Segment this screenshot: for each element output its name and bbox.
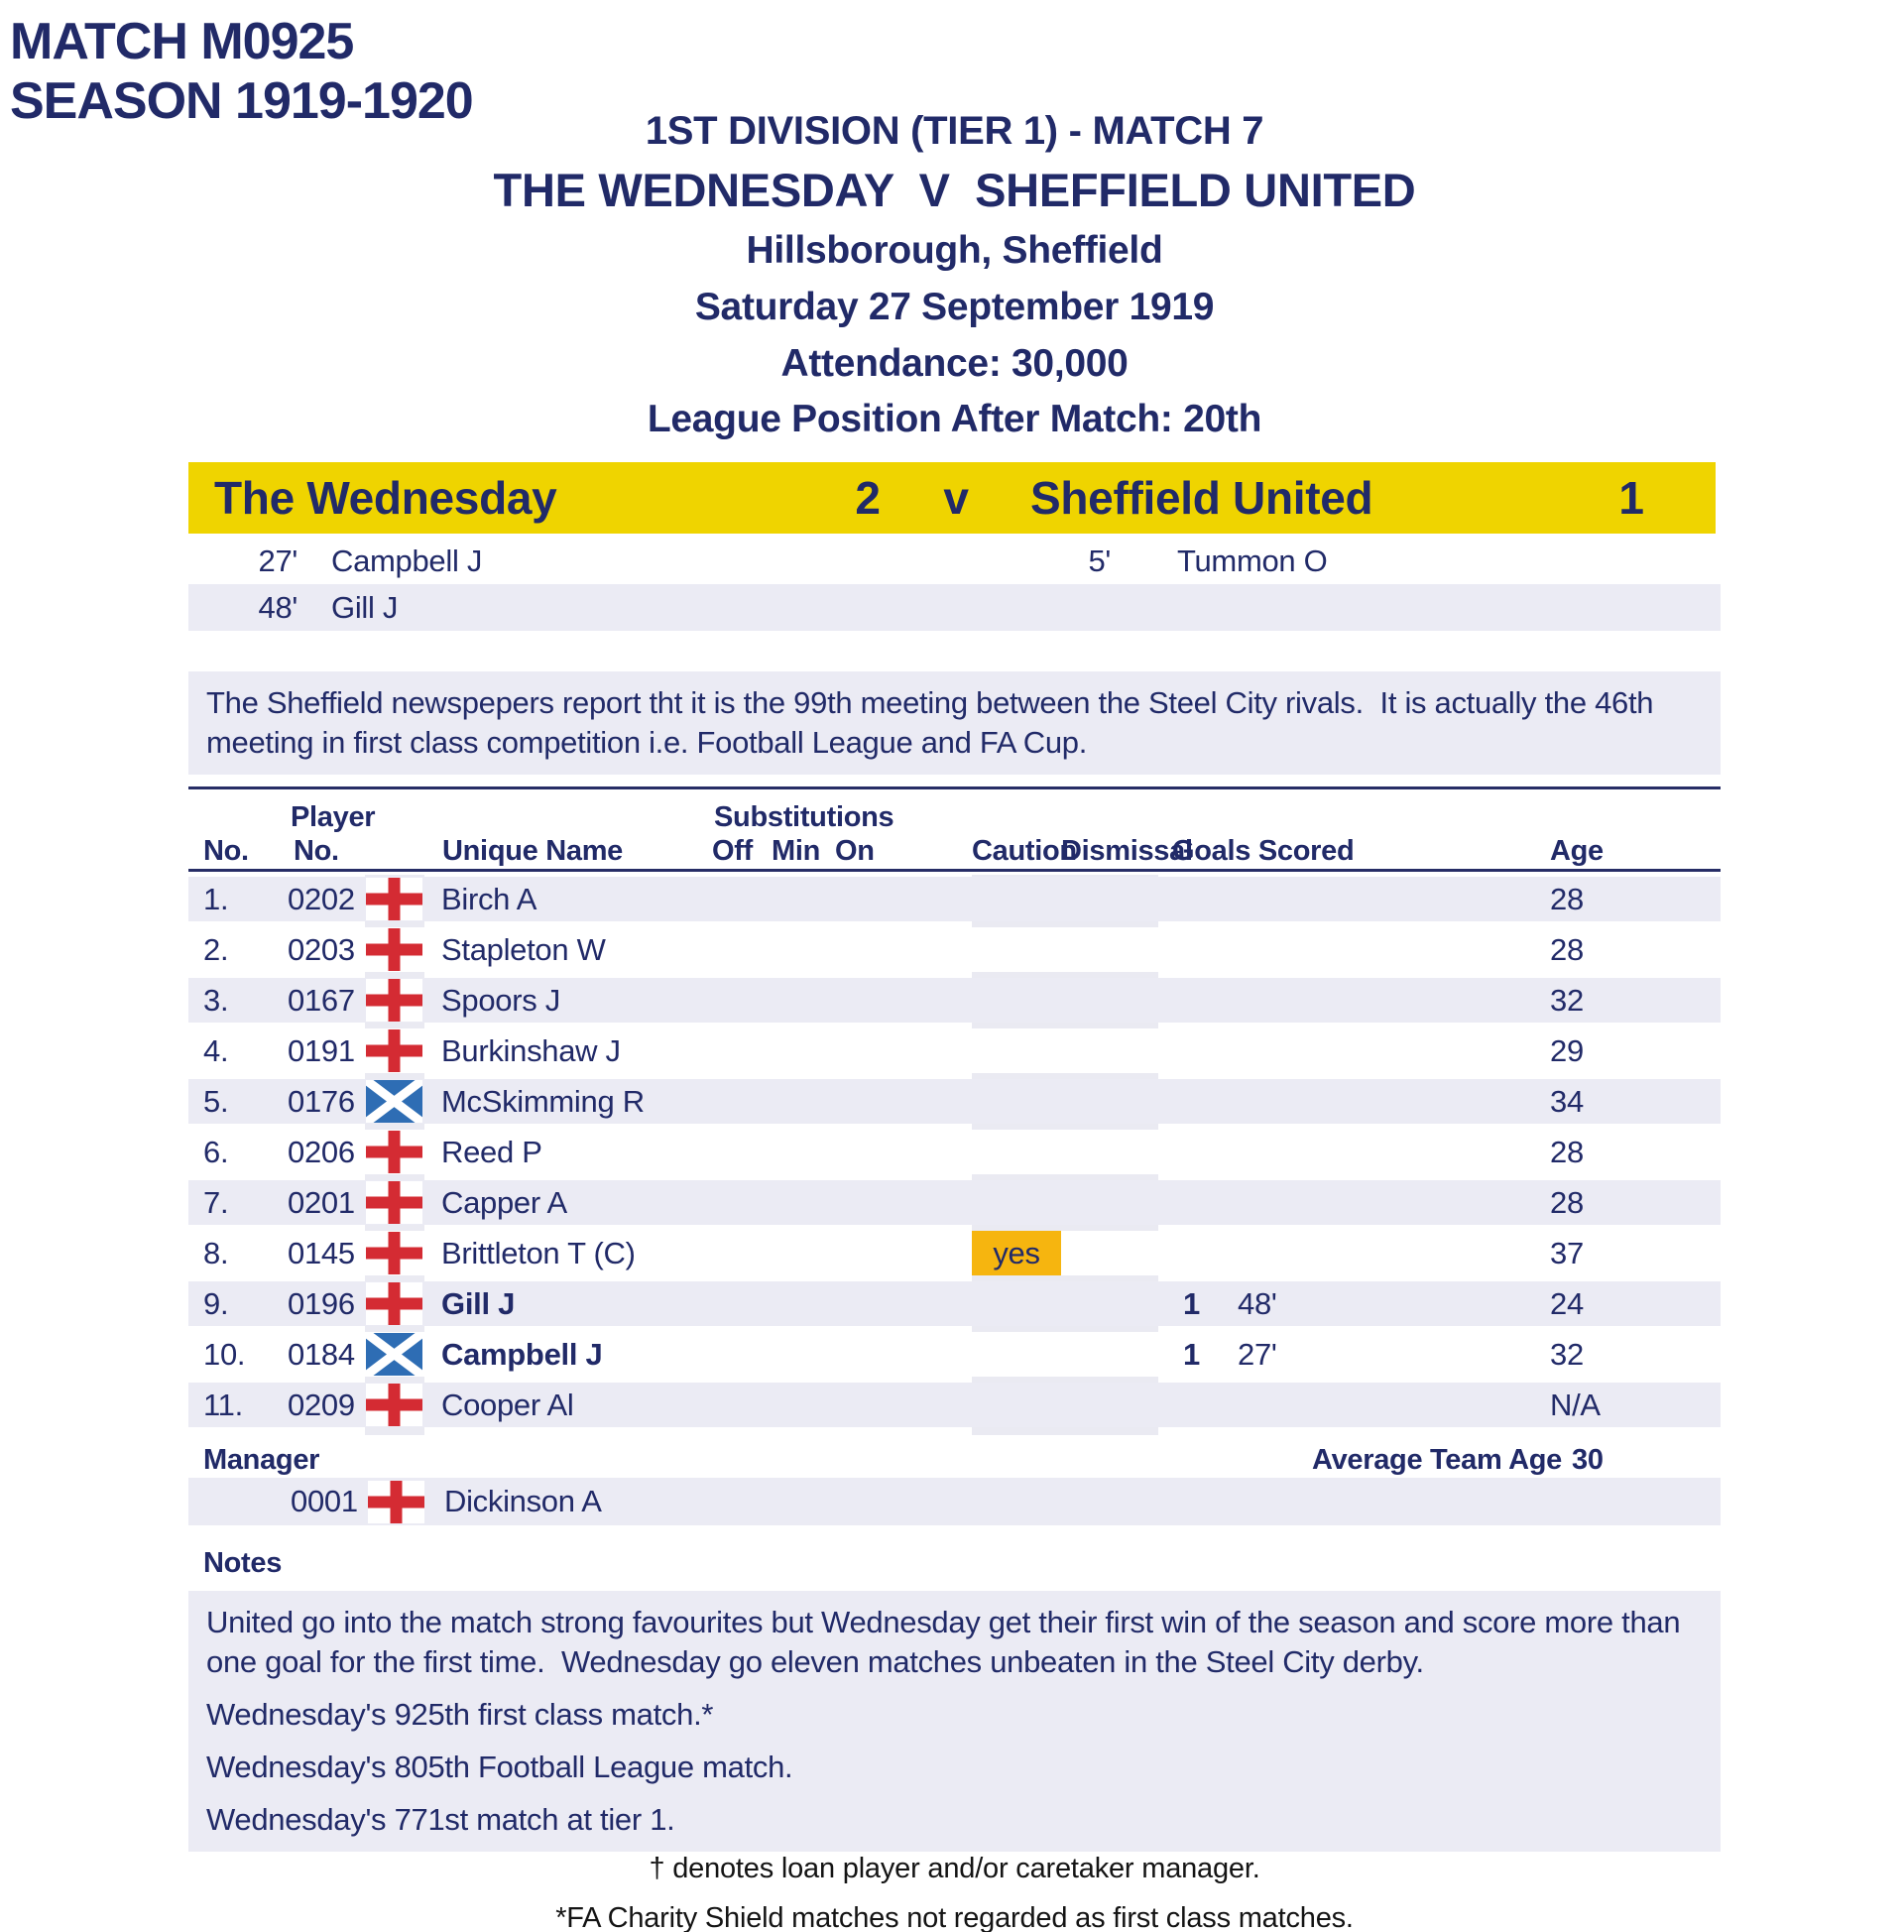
lineup-position-number: 1. [203, 882, 229, 916]
notes-paragraph: United go into the match strong favourites but Wednesday get their first win of the season and score more than one goal for the first time. Wednesday go eleven matches unbeaten in the Steel City derby. [206, 1605, 1689, 1679]
player-name: Campbell J [441, 1337, 603, 1372]
season-label: SEASON 1919-1920 [10, 72, 473, 130]
fixture-line: THE WEDNESDAY V SHEFFIELD UNITED [493, 164, 1416, 216]
lineup-position-number: 11. [203, 1388, 243, 1422]
england-flag-icon [366, 1384, 422, 1426]
england-flag-icon [366, 878, 422, 920]
lineup-row [188, 1079, 1721, 1124]
away-goal-minute: 5' [1088, 543, 1111, 578]
notes-label: Notes [203, 1547, 283, 1579]
player-age: 28 [1550, 1135, 1584, 1169]
home-goal-minute: 48' [258, 590, 298, 625]
player-age: 29 [1550, 1033, 1584, 1068]
goal-row [188, 584, 1721, 631]
home-team-name: The Wednesday [214, 472, 557, 524]
manager-row [188, 1478, 1721, 1525]
player-age: 24 [1550, 1286, 1584, 1321]
lineup-position-number: 2. [203, 932, 229, 967]
pre-match-note: The Sheffield newspepers report tht it is the 99th meeting between the Steel City rivals. It is actually the 46th meeting in first class competition i.e. Football League and FA Cup. [188, 671, 1721, 775]
player-number: 0167 [288, 983, 355, 1018]
away-score: 1 [1618, 472, 1644, 524]
division-line: 1ST DIVISION (TIER 1) - MATCH 7 [645, 109, 1264, 153]
player-number: 0201 [288, 1185, 355, 1220]
england-flag-icon [366, 979, 422, 1022]
home-goal-scorer: Campbell J [331, 543, 483, 578]
england-flag-icon [366, 1232, 422, 1274]
league-position-line: League Position After Match: 20th [647, 398, 1262, 440]
england-flag-icon [366, 1282, 422, 1325]
player-number: 0209 [288, 1388, 355, 1422]
attendance-line: Attendance: 30,000 [780, 342, 1129, 385]
col-header-dismissal: Dismissal [1061, 835, 1193, 867]
away-team-name: Sheffield United [1030, 472, 1373, 524]
lineup-row [188, 978, 1721, 1023]
home-score: 2 [855, 472, 881, 524]
home-goal-scorer: Gill J [331, 590, 399, 625]
date-line: Saturday 27 September 1919 [694, 286, 1215, 328]
venue-line: Hillsborough, Sheffield [746, 229, 1163, 272]
versus-separator: v [943, 472, 969, 524]
footnote-loan: † denotes loan player and/or caretaker manager. [649, 1853, 1260, 1884]
player-number: 0202 [288, 882, 355, 916]
player-name: McSkimming R [441, 1084, 645, 1119]
lineup-position-number: 9. [203, 1286, 229, 1321]
player-age: N/A [1550, 1388, 1601, 1422]
col-header-unique-name: Unique Name [442, 835, 624, 867]
player-number: 0176 [288, 1084, 355, 1119]
player-age: 32 [1550, 983, 1584, 1018]
scotland-flag-icon [366, 1333, 422, 1376]
lineup-position-number: 5. [203, 1084, 229, 1119]
player-name: Stapleton W [441, 932, 606, 967]
col-header-no: No. [203, 835, 249, 867]
average-team-age-value: 30 [1572, 1444, 1604, 1476]
col-header-substitutions: Substitutions [714, 801, 894, 833]
col-header-caution: Caution [972, 835, 1077, 867]
lineup-position-number: 7. [203, 1185, 229, 1220]
player-name: Cooper Al [441, 1388, 574, 1422]
home-goal-minute: 27' [258, 543, 298, 578]
lineup-position-number: 4. [203, 1033, 229, 1068]
player-number: 0206 [288, 1135, 355, 1169]
player-age: 28 [1550, 932, 1584, 967]
manager-name: Dickinson A [444, 1484, 602, 1518]
col-header-goals-scored: Goals Scored [1172, 835, 1355, 867]
match-id: MATCH M0925 [10, 13, 354, 70]
lineup-row [188, 1130, 1721, 1174]
lineup-position-number: 3. [203, 983, 229, 1018]
goal-row [188, 538, 1721, 584]
player-number: 0203 [288, 932, 355, 967]
england-flag-icon [366, 1131, 422, 1173]
col-header-player: Player [291, 801, 376, 833]
col-header-min: Min [772, 835, 821, 867]
lineup-table-body [188, 877, 1721, 1433]
lineup-row [188, 1383, 1721, 1427]
player-name: Capper A [441, 1185, 567, 1220]
england-flag-icon [366, 1181, 422, 1224]
col-header-age: Age [1550, 835, 1604, 867]
table-top-rule [188, 786, 1721, 789]
player-age: 32 [1550, 1337, 1584, 1372]
england-flag-icon [366, 1029, 422, 1072]
lineup-row [188, 1231, 1721, 1275]
manager-label: Manager [203, 1444, 320, 1476]
player-age: 28 [1550, 882, 1584, 916]
player-name: Spoors J [441, 983, 560, 1018]
away-goal-scorer: Tummon O [1177, 543, 1328, 578]
scotland-flag-icon [366, 1080, 422, 1123]
england-flag-icon [366, 928, 422, 971]
lineup-row [188, 877, 1721, 921]
table-header-rule [188, 869, 1721, 872]
player-name: Birch A [441, 882, 537, 916]
goal-minutes-value: 48' [1238, 1286, 1277, 1321]
lineup-position-number: 10. [203, 1337, 246, 1372]
lineup-row [188, 1028, 1721, 1073]
average-team-age-label: Average Team Age [1312, 1444, 1563, 1476]
player-name: Burkinshaw J [441, 1033, 621, 1068]
lineup-row [188, 1180, 1721, 1225]
notes-paragraph: Wednesday's 771st match at tier 1. [206, 1802, 675, 1837]
caution-cell: yes [972, 1231, 1061, 1275]
lineup-row [188, 927, 1721, 972]
player-number: 0196 [288, 1286, 355, 1321]
player-name: Gill J [441, 1286, 516, 1321]
score-banner [188, 462, 1716, 534]
col-header-on: On [835, 835, 875, 867]
notes-block [188, 1591, 1721, 1852]
goals-scored-value: 1 [1183, 1286, 1200, 1321]
player-number: 0191 [288, 1033, 355, 1068]
player-number: 0184 [288, 1337, 355, 1372]
goals-scored-value: 1 [1183, 1337, 1200, 1372]
lineup-position-number: 8. [203, 1236, 229, 1270]
footnote-charity-shield: *FA Charity Shield matches not regarded as first class matches. [555, 1902, 1354, 1932]
lineup-row [188, 1281, 1721, 1326]
player-age: 28 [1550, 1185, 1584, 1220]
goal-minutes-value: 27' [1238, 1337, 1277, 1372]
player-number: 0145 [288, 1236, 355, 1270]
player-age: 37 [1550, 1236, 1584, 1270]
england-flag-icon [368, 1481, 424, 1523]
goal-summary [188, 538, 1721, 631]
col-header-player-no: No. [294, 835, 339, 867]
col-header-off: Off [712, 835, 753, 867]
notes-paragraph: Wednesday's 925th first class match.* [206, 1697, 714, 1732]
manager-number: 0001 [291, 1484, 358, 1518]
player-age: 34 [1550, 1084, 1584, 1119]
player-name: Brittleton T (C) [441, 1236, 636, 1270]
lineup-row [188, 1332, 1721, 1377]
player-name: Reed P [441, 1135, 542, 1169]
lineup-position-number: 6. [203, 1135, 229, 1169]
notes-paragraph: Wednesday's 805th Football League match. [206, 1750, 793, 1784]
